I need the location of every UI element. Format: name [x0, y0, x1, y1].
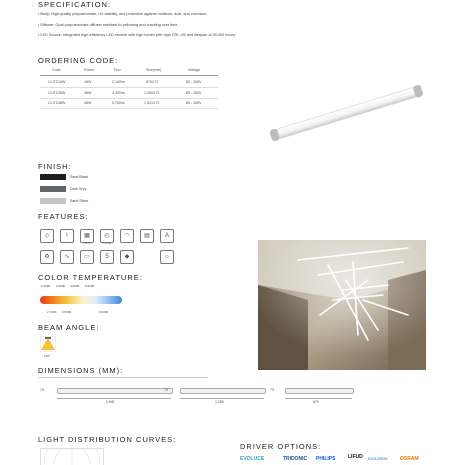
cct-tick-3500: 3,500K: [62, 310, 72, 314]
ordering-header-row: [40, 67, 218, 76]
finish-swatch-dark-grey: [40, 186, 66, 192]
finish-label-dark-grey: Dark Grey: [70, 187, 87, 191]
finish-label-sand-black: Sand Black: [70, 175, 89, 179]
dim-height-label: 73: [164, 388, 168, 392]
dimensions-title: DIMENSIONS (MM):: [38, 366, 124, 375]
cct-tick-5000: 5,000K: [85, 284, 95, 288]
light-distribution-title: LIGHT DISTRIBUTION CURVES:: [38, 435, 177, 444]
dim-line-670: [285, 398, 352, 399]
dim-tube-1250: [180, 388, 266, 394]
cct-tick-2200: 2,200K: [41, 284, 51, 288]
dim-height-label: 73: [270, 388, 274, 392]
spec-line-body: • Body: High-quality polycarbonate, UV stability, and protection against moisture, dust, and corrosion.: [38, 12, 208, 16]
brand-logo-lifud: LIFUD: [348, 454, 363, 460]
cell-flux: 5,760lm: [112, 101, 125, 105]
beam-angle-icon: [40, 336, 56, 352]
finish-label-sand-silver: Sand Silver: [70, 199, 89, 203]
led-driver-icon: ▭: [80, 250, 94, 264]
cell-size: 1,541X73: [144, 101, 160, 105]
light-distribution-chart: [40, 448, 104, 465]
brand-logo-eaglerise: EAGLERISE: [368, 457, 388, 461]
cell-power: 18W: [84, 80, 92, 84]
col-flux: Flux: [114, 68, 121, 72]
cell-flux: 2,160lm: [112, 80, 125, 84]
cell-power: 48W: [84, 101, 92, 105]
cell-code: CLITZ18W: [48, 80, 66, 84]
warranty-icon: 5: [100, 250, 114, 264]
cell-size: 670X73: [146, 80, 159, 84]
beam-angle-title: BEAM ANGLE:: [38, 323, 100, 332]
dimmable-icon: ☼: [160, 250, 174, 264]
features-title: FEATURES:: [38, 212, 89, 221]
thermometer-icon: ⌇: [60, 229, 74, 243]
product-tube-image: [262, 80, 432, 150]
efficiency-icon: ▤: [140, 229, 154, 243]
cell-voltage: 85 - 265V: [186, 80, 202, 84]
dimensions-divider: [38, 377, 208, 378]
dim-length-670: 670: [313, 400, 319, 404]
cct-tick-2700: 2,700K: [47, 310, 57, 314]
cell-voltage: 85 - 265V: [186, 91, 202, 95]
cell-flux: 4,320lm: [112, 91, 125, 95]
cell-code: CLITZ48W: [48, 101, 66, 105]
cct-tick-6000: 6,000K: [99, 310, 109, 314]
installation-photo: [258, 240, 426, 370]
col-code: Code: [52, 68, 61, 72]
spec-line-diffuser: • Diffuser: Opal polycarbonate diffuser resistant to yellowing and cracking over time.: [38, 23, 179, 27]
dim-length-1250: 1,250: [215, 400, 224, 404]
table-row: [40, 100, 218, 109]
cct-tick-3000: 3,000K: [56, 284, 66, 288]
cell-code: CLITZ36W: [48, 91, 66, 95]
energy-class-icon: A: [160, 229, 174, 243]
brand-logo-philips: PHILIPS: [316, 456, 336, 462]
dim-line-1541: [57, 398, 171, 399]
spec-line-led-source: • LED Source: Integrated high-efficiency LED module with high lumen with high CRI >90 and lifespan of 50,000 hours.: [38, 33, 236, 37]
color-temperature-title: COLOR TEMPERATURE:: [38, 273, 143, 282]
dim-length-1541: 1,541: [106, 400, 115, 404]
beam-angle-value: 120°: [44, 354, 51, 358]
brand-logo-tridonic: TRIDONIC: [283, 456, 308, 462]
finish-title: FINISH:: [38, 162, 72, 171]
ordering-title: ORDERING CODE:: [38, 56, 119, 65]
beam-icon: ◠: [120, 229, 134, 243]
color-temperature-bar: [40, 296, 122, 304]
cell-power: 36W: [84, 91, 92, 95]
finish-swatch-sand-silver: [40, 198, 66, 204]
dim-tube-1541: [57, 388, 173, 394]
cri-icon: ▦ CRI>90: [80, 229, 94, 243]
brand-logo-osram: OSRAM: [400, 456, 419, 462]
brand-logo-evoluce: EVOLUCE: [240, 456, 265, 462]
col-size: Size(mm): [146, 68, 162, 72]
dim-tube-670: [285, 388, 354, 394]
table-row: [40, 79, 218, 88]
ik-rating-icon: ◆: [120, 250, 134, 264]
col-power: Power: [84, 68, 95, 72]
specification-title: SPECIFICATION:: [38, 0, 112, 9]
lifespan-icon: ◴ 50,000H: [100, 229, 114, 243]
col-voltage: Voltage: [188, 68, 200, 72]
cct-tick-4000: 4,000K: [70, 284, 80, 288]
driver-options-title: DRIVER OPTIONS:: [240, 442, 322, 451]
table-row: [40, 90, 218, 99]
finish-swatch-sand-black: [40, 174, 66, 180]
dim-line-1250: [180, 398, 264, 399]
flicker-free-icon: ∿: [60, 250, 74, 264]
ip-rating-icon: ◇: [40, 229, 54, 243]
recycle-icon: ♻: [40, 250, 54, 264]
dim-height-label: 73: [40, 388, 44, 392]
cell-voltage: 85 - 265V: [186, 101, 202, 105]
cell-size: 1,250X73: [144, 91, 160, 95]
